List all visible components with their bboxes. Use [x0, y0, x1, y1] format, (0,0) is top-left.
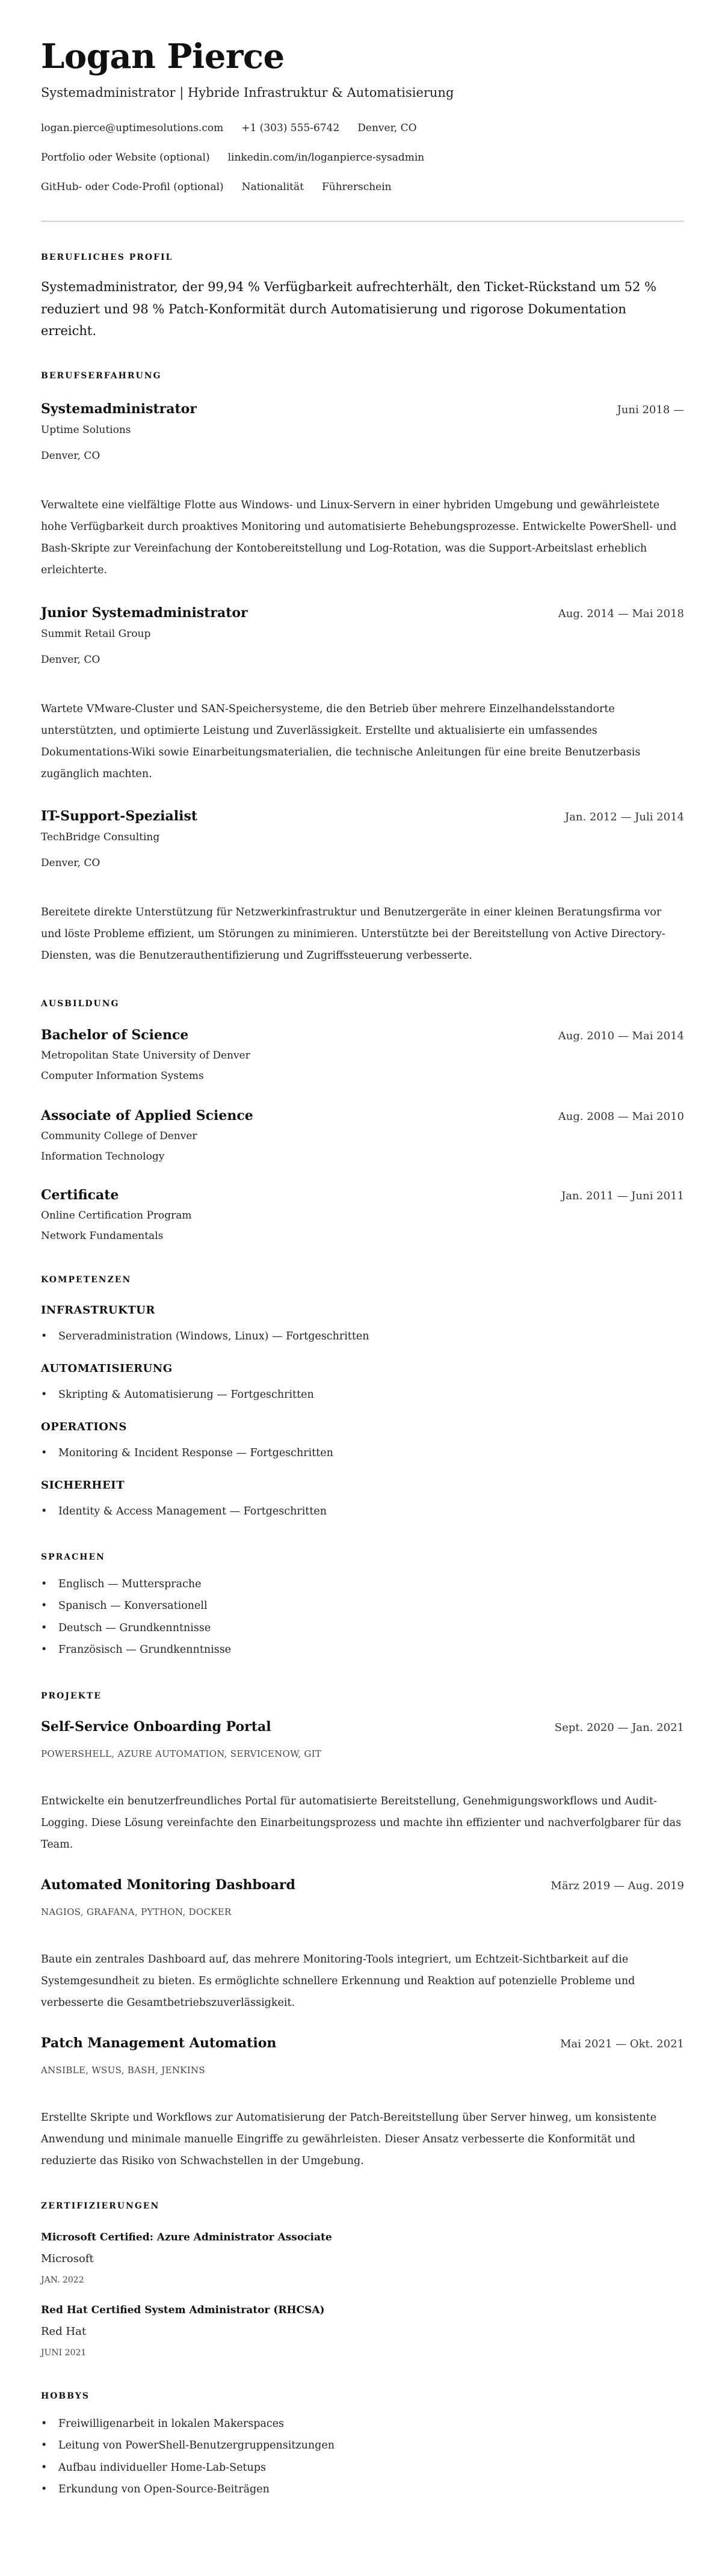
job-date: Jan. 2012 — Juli 2014	[564, 810, 684, 823]
certifications-section	[41, 2200, 684, 2359]
degree-title: Bachelor of Science	[41, 1027, 189, 1043]
job-description: Wartete VMware-Cluster und SAN-Speichersysteme, die den Betrieb über mehrere Einzelhandelsstandorte unterstützten, und optimierte Leistung und Zuverlässigkeit. Erstellte und aktualisierte ein umfassendes Dokumentations-Wiki sowie Einarbeitungsmaterialien, die technische Anleitungen für eine breite Benutzerbasis zugänglich machten.	[41, 702, 641, 780]
project-tech-stack: POWERSHELL, AZURE AUTOMATION, SERVICENOW, GIT	[41, 1748, 322, 1759]
candidate-name: Logan Pierce	[41, 37, 285, 76]
job-entry	[41, 400, 684, 581]
field-of-study: Information Technology	[41, 1150, 165, 1163]
job-title: Systemadministrator	[41, 401, 197, 417]
language-item: • Deutsch — Grundkenntnisse	[41, 1617, 684, 1640]
skill-item: • Serveradministration (Windows, Linux) — Fortgeschritten	[41, 1328, 684, 1345]
project-entry	[41, 1876, 684, 2014]
school-name: Community College of Denver	[41, 1130, 197, 1142]
education-date: Jan. 2011 — Juni 2011	[561, 1189, 684, 1202]
skill-item: • Skripting & Automatisierung — Fortgeschritten	[41, 1386, 684, 1403]
section-heading: PROJEKTE	[41, 1691, 102, 1701]
degree-title: Certificate	[41, 1187, 119, 1203]
certification-entry	[41, 2230, 684, 2287]
project-tech-stack: ANSIBLE, WSUS, BASH, JENKINS	[41, 2064, 206, 2076]
hobby-item: • Leitung von PowerShell-Benutzergruppensitzungen	[41, 2435, 684, 2457]
certification-date: JUNI 2021	[41, 2347, 87, 2358]
contact-row	[41, 149, 684, 166]
profile-section	[41, 251, 684, 342]
projects-section	[41, 1690, 684, 2172]
hobby-item: • Aufbau individueller Home-Lab-Setups	[41, 2457, 684, 2479]
project-title: Self-Service Onboarding Portal	[41, 1718, 271, 1735]
contact-phone[interactable]: +1 (303) 555-6742	[241, 122, 340, 134]
section-heading: BERUFLICHES PROFIL	[41, 253, 173, 262]
languages-section	[41, 1551, 684, 1661]
contact-email[interactable]: logan.pierce@uptimesolutions.com	[41, 122, 224, 134]
project-date: Mai 2021 — Okt. 2021	[560, 2037, 684, 2050]
certification-issuer: Red Hat	[41, 2325, 87, 2338]
hobby-item: • Freiwilligenarbeit in lokalen Makerspaces	[41, 2413, 684, 2435]
education-entry	[41, 1107, 684, 1167]
section-heading: KOMPETENZEN	[41, 1274, 132, 1285]
degree-title: Associate of Applied Science	[41, 1107, 253, 1124]
project-date: Sept. 2020 — Jan. 2021	[554, 1721, 684, 1734]
section-heading: BERUFSERFAHRUNG	[41, 370, 162, 381]
project-description: Baute ein zentrales Dashboard auf, das mehrere Monitoring-Tools integriert, um Echtzeit-Sichtbarkeit auf die Systemgesundheit zu bieten. Es ermöglichte schnellere Erkennung und Reaktion auf potenzielle Probleme und verbesserte die Gesamtbetriebszuverlässigkeit.	[41, 1953, 635, 2009]
language-item: • Englisch — Muttersprache	[41, 1573, 684, 1596]
skill-category	[41, 1361, 684, 1403]
job-company: TechBridge Consulting	[41, 831, 160, 843]
job-location: Denver, CO	[41, 856, 100, 869]
contact-linkedin[interactable]: linkedin.com/in/loganpierce-sysadmin	[227, 152, 425, 164]
education-date: Aug. 2010 — Mai 2014	[558, 1029, 684, 1042]
skill-category	[41, 1303, 684, 1345]
job-title: IT-Support-Spezialist	[41, 808, 197, 824]
job-date: Aug. 2014 — Mai 2018	[558, 607, 684, 620]
field-of-study: Network Fundamentals	[41, 1229, 164, 1242]
contact-github[interactable]: GitHub- oder Code-Profil (optional)	[41, 181, 224, 193]
education-section	[41, 998, 684, 1246]
certification-date: JAN. 2022	[41, 2275, 84, 2285]
school-name: Metropolitan State University of Denver	[41, 1049, 250, 1062]
header-divider	[41, 221, 684, 222]
project-entry	[41, 1718, 684, 1855]
section-heading: HOBBYS	[41, 2391, 90, 2401]
section-heading: AUSBILDUNG	[41, 998, 120, 1009]
job-title: Junior Systemadministrator	[41, 604, 248, 621]
skills-section	[41, 1274, 684, 1520]
job-description: Bereitete direkte Unterstützung für Netzwerkinfrastruktur und Benutzergeräte in einer kleinen Beratungsfirma vor und löste Probleme effizient, um Störungen zu minimieren. Unterstützte bei der Bereitstellung von Active Directory-Diensten, was die Benutzerauthentifizierung und Zugriffssteuerung verbesserte.	[41, 906, 665, 962]
job-company: Uptime Solutions	[41, 423, 131, 436]
skill-category	[41, 1419, 684, 1462]
resume-header	[41, 37, 684, 195]
skill-item: • Identity & Access Management — Fortgeschritten	[41, 1503, 684, 1520]
job-company: Summit Retail Group	[41, 627, 151, 640]
project-entry	[41, 2034, 684, 2172]
language-item: • Französisch — Grundkenntnisse	[41, 1639, 684, 1661]
hobby-item: • Erkundung von Open-Source-Beiträgen	[41, 2479, 684, 2501]
certification-issuer: Microsoft	[41, 2252, 94, 2265]
skill-category-name: OPERATIONS	[41, 1420, 127, 1433]
skill-category-name: SICHERHEIT	[41, 1478, 125, 1492]
education-date: Aug. 2008 — Mai 2010	[558, 1110, 684, 1123]
certification-entry	[41, 2303, 684, 2359]
school-name: Online Certification Program	[41, 1209, 192, 1222]
profile-summary: Systemadministrator, der 99,94 % Verfügbarkeit aufrechterhält, den Ticket-Rückstand um 52 % reduziert und 98 % Patch-Konformität durch Automatisierung und rigorose Dokumentation erreicht.	[41, 280, 656, 338]
project-title: Automated Monitoring Dashboard	[41, 1877, 295, 1893]
skill-item: • Monitoring & Incident Response — Fortgeschritten	[41, 1445, 684, 1462]
section-heading: ZERTIFIZIERUNGEN	[41, 2201, 160, 2211]
contact-location: Denver, CO	[357, 122, 417, 134]
job-date: Juni 2018 —	[617, 403, 684, 416]
contact-row	[41, 120, 684, 137]
candidate-headline: Systemadministrator | Hybride Infrastruktur & Automatisierung	[41, 85, 454, 100]
education-entry	[41, 1026, 684, 1086]
job-entry	[41, 604, 684, 785]
project-description: Erstellte Skripte und Workflows zur Automatisierung der Patch-Bereitstellung über Server hinweg, um konsistente Anwendung und minimale manuelle Eingriffe zu gewährleisten. Dieser Ansatz verbesserte die Konformität und reduzierte das Risiko von Schwachstellen in der Umgebung.	[41, 2111, 657, 2167]
job-description: Verwaltete eine vielfältige Flotte aus Windows- und Linux-Servern in einer hybriden Umgebung und gewährleistete hohe Verfügbarkeit durch proaktives Monitoring und automatisierte Behebungsprozesse. Entwickelte PowerShell- und Bash-Skripte zur Vereinfachung der Kontobereitstellung und Log-Rotation, was die Support-Arbeitslast erheblich erleichterte.	[41, 499, 677, 576]
project-description: Entwickelte ein benutzerfreundliches Portal für automatisierte Bereitstellung, Genehmigungsworkflows und Audit-Logging. Diese Lösung vereinfachte den Einarbeitungsprozess und machte ihn effizienter und nachverfolgbarer für das Team.	[41, 1795, 682, 1851]
job-entry	[41, 807, 684, 967]
job-location: Denver, CO	[41, 653, 100, 666]
project-title: Patch Management Automation	[41, 2035, 277, 2051]
experience-section	[41, 370, 684, 967]
project-date: März 2019 — Aug. 2019	[551, 1879, 684, 1892]
contact-row	[41, 179, 684, 195]
skill-category-name: INFRASTRUKTUR	[41, 1303, 155, 1317]
contact-drivers-license: Führerschein	[321, 181, 392, 193]
certification-title: Microsoft Certified: Azure Administrator Associate	[41, 2231, 332, 2243]
skill-category-name: AUTOMATISIERUNG	[41, 1362, 173, 1375]
hobbies-section	[41, 2390, 684, 2501]
contact-portfolio[interactable]: Portfolio oder Website (optional)	[41, 152, 210, 164]
field-of-study: Computer Information Systems	[41, 1069, 204, 1082]
contact-nationality: Nationalität	[241, 181, 304, 193]
job-location: Denver, CO	[41, 449, 100, 462]
section-heading: SPRACHEN	[41, 1552, 105, 1562]
certification-title: Red Hat Certified System Administrator (RHCSA)	[41, 2304, 325, 2316]
education-entry	[41, 1186, 684, 1246]
project-tech-stack: NAGIOS, GRAFANA, PYTHON, DOCKER	[41, 1906, 232, 1917]
skill-category	[41, 1478, 684, 1520]
language-item: • Spanisch — Konversationell	[41, 1595, 684, 1617]
